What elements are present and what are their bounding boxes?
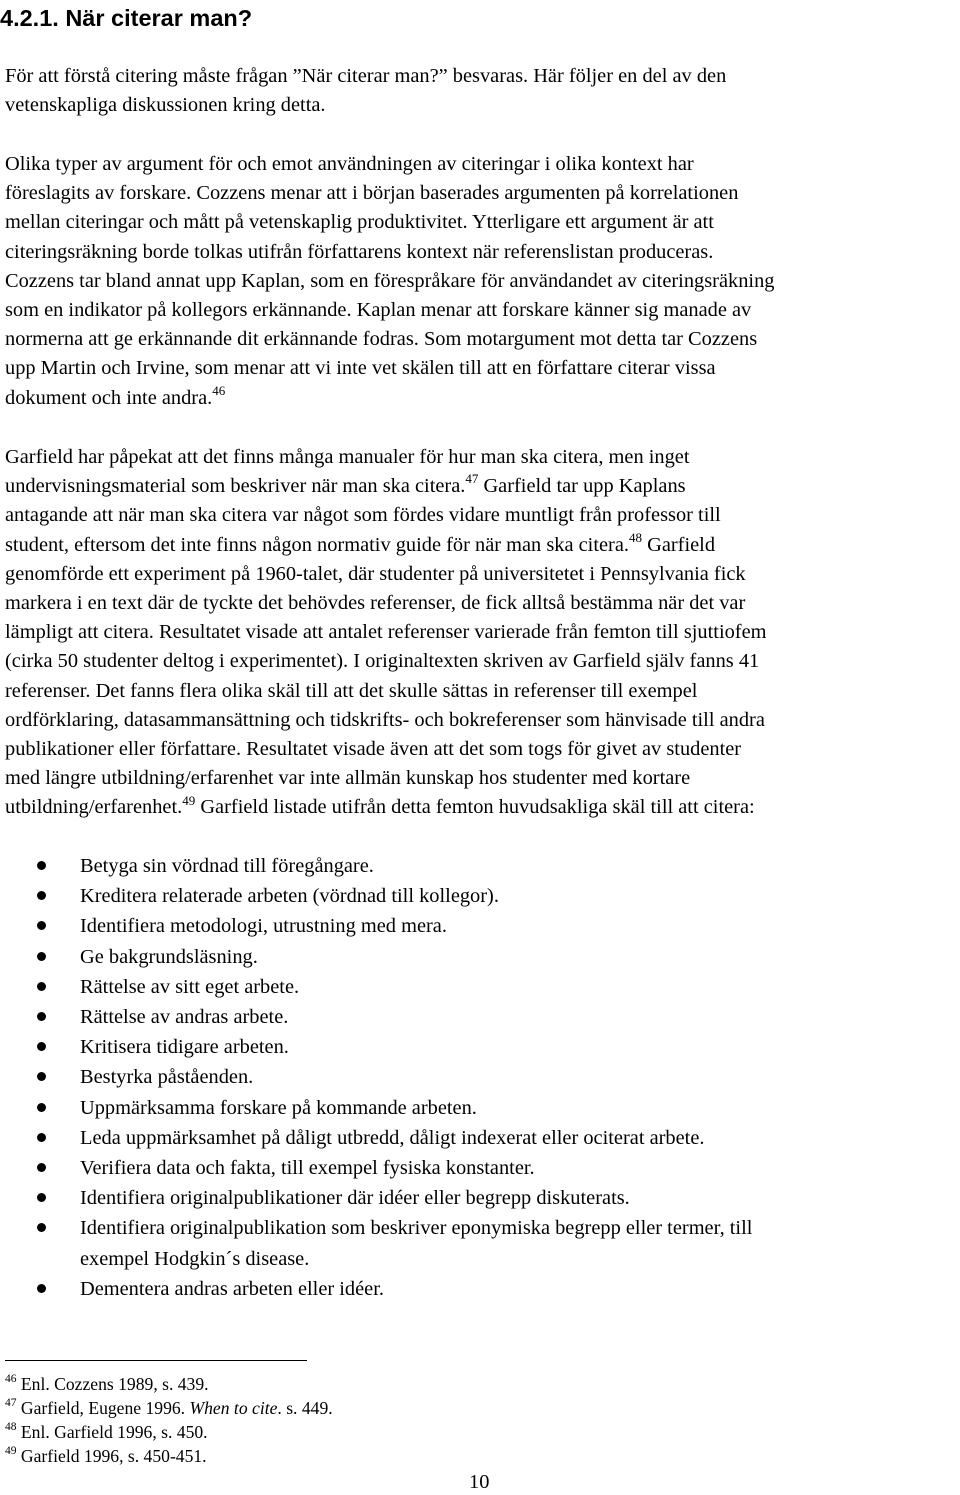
arguments-paragraph: [5, 150, 960, 413]
text-line: ordförklaring, datasammansättning och tidskrifts- och bokreferenser som hänvisade till andra: [5, 708, 765, 731]
list-item: [0, 1183, 960, 1213]
footnote-number: 47: [5, 1397, 17, 1410]
bullet-icon: [37, 1193, 46, 1202]
list-item-text: Rättelse av andras arbete.: [80, 1006, 289, 1029]
bullet-icon: [37, 1072, 46, 1081]
footnote-text-segment: Garfield, Eugene 1996.: [20, 1398, 190, 1418]
page-number: 10: [469, 1471, 490, 1493]
text-line: Olika typer av argument för och emot användningen av citeringar i olika kontext har: [5, 153, 694, 175]
footnote: [5, 1396, 333, 1420]
bullet-icon: [37, 891, 46, 900]
footnote-number: 46: [5, 1373, 17, 1386]
list-item-text: Identifiera originalpublikationer där idéer eller begrepp diskuterats.: [80, 1187, 630, 1210]
footnote-reference: 46: [212, 382, 226, 398]
footnote-text: [17, 1422, 208, 1442]
list-item-text: Dementera andras arbeten eller idéer.: [80, 1277, 384, 1300]
bullet-icon: [37, 1163, 46, 1172]
list-item-text: Uppmärksamma forskare på kommande arbeten.: [80, 1096, 477, 1119]
list-item: [0, 881, 960, 911]
list-item-text: Bestyrka påståenden.: [80, 1066, 254, 1089]
footnote-reference: 47: [465, 471, 479, 487]
list-item-text: Identifiera originalpublikation som beskriver eponymiska begrepp eller termer, till: [80, 1217, 753, 1240]
text-line: mellan citeringar och mått på vetenskaplig produktivitet. Ytterligare ett argument är att: [5, 211, 714, 234]
footnote-text-segment: . s. 449.: [277, 1398, 333, 1418]
text-line: Cozzens tar bland annat upp Kaplan, som en förespråkare för användandet av citeringsräkning: [5, 269, 775, 292]
list-item: [0, 1032, 960, 1062]
text-segment: dokument och inte andra.: [5, 386, 213, 409]
text-line: [5, 793, 960, 822]
bullet-icon: [37, 952, 46, 961]
list-item-text: Betyga sin vördnad till föregångare.: [80, 855, 374, 877]
text-line: markera i en text där de tyckte det behövdes referenser, de fick alltså bestämma när det var: [5, 592, 746, 615]
bullet-icon: [37, 1012, 46, 1021]
footnote-divider: [5, 1360, 307, 1361]
list-item: [0, 1093, 960, 1123]
list-item: [0, 1274, 960, 1304]
list-item: [0, 1002, 960, 1032]
section-heading: 4.2.1. När citerar man?: [0, 5, 253, 31]
bullet-icon: [37, 921, 46, 930]
footnote-text: [17, 1446, 207, 1466]
list-item-text: exempel Hodgkin´s disease.: [80, 1247, 310, 1270]
text-line: antagande att när man ska citera var något som fördes vidare muntligt från professor till: [5, 504, 721, 527]
footnote-text-segment: Enl. Cozzens 1989, s. 439.: [20, 1374, 209, 1394]
footnote-text: [17, 1374, 209, 1394]
text-segment: Garfield tar upp Kaplans: [478, 475, 686, 498]
bullet-icon: [37, 1042, 46, 1051]
list-item: [0, 1062, 960, 1092]
list-item: [0, 911, 960, 941]
text-line: med längre utbildning/erfarenhet var inte allmän kunskap hos studenter med kortare: [5, 767, 691, 790]
footnote-number: 49: [5, 1445, 17, 1458]
list-item-text: Kritisera tidigare arbeten.: [80, 1036, 289, 1059]
text-segment: undervisningsmaterial som beskriver när man ska citera.: [5, 475, 466, 498]
garfield-paragraph: [5, 443, 960, 823]
bullet-icon: [37, 861, 46, 870]
text-line: föreslagits av forskare. Cozzens menar att i början baserades argumenten på korrelationen: [5, 182, 739, 205]
text-line: publikationer eller författare. Resultatet visade även att det som togs för givet av studenter: [5, 738, 742, 761]
list-item: [0, 1213, 960, 1273]
intro-paragraph: [5, 62, 960, 120]
cited-work-title: When to cite: [189, 1398, 278, 1418]
list-item-text: Leda uppmärksamhet på dåligt utbredd, dåligt indexerat eller ociterat arbete.: [80, 1126, 705, 1149]
footnote-number: 48: [5, 1421, 17, 1434]
text-line: [5, 384, 960, 413]
list-item: [0, 942, 960, 972]
footnote-reference: 49: [182, 792, 196, 808]
list-item: [0, 851, 960, 881]
bullet-icon: [37, 982, 46, 991]
text-segment: Garfield: [642, 533, 716, 556]
list-item-text: Verifiera data och fakta, till exempel fysiska konstanter.: [80, 1157, 535, 1180]
text-segment: Garfield listade utifrån detta femton huvudsakliga skäl till att citera:: [195, 796, 755, 819]
text-segment: student, eftersom det inte finns någon normativ guide för när man ska citera.: [5, 533, 629, 556]
text-line: (cirka 50 studenter deltog i experimentet). I originaltexten skriven av Garfield själv fanns 41: [5, 650, 760, 673]
list-item: [0, 1153, 960, 1183]
list-item-text: Rättelse av sitt eget arbete.: [80, 975, 300, 998]
footnote: [5, 1444, 333, 1468]
footnote-reference: 48: [629, 529, 642, 545]
list-item-text: Kreditera relaterade arbeten (vördnad till kollegor).: [80, 885, 499, 908]
text-line: vetenskapliga diskussionen kring detta.: [5, 94, 326, 117]
footnote-text: [17, 1398, 333, 1418]
text-line: upp Martin och Irvine, som menar att vi inte vet skälen till att en författare citerar vissa: [5, 357, 716, 380]
list-item: [0, 1123, 960, 1153]
bullet-icon: [37, 1284, 46, 1293]
list-item-text: Identifiera metodologi, utrustning med mera.: [80, 915, 447, 938]
bullet-icon: [37, 1133, 46, 1142]
footnote: [5, 1372, 333, 1396]
text-line: [5, 531, 960, 560]
text-line: som en indikator på kollegors erkännande. Kaplan menar att forskare känner sig manade av: [5, 299, 752, 322]
list-item-text: Ge bakgrundsläsning.: [80, 945, 258, 968]
bullet-icon: [37, 1103, 46, 1112]
text-line: genomförde ett experiment på 1960-talet, där studenter på universitetet i Pennsylvania fick: [5, 562, 746, 585]
footnote-text-segment: Garfield 1996, s. 450-451.: [20, 1446, 207, 1466]
footnotes: [5, 1372, 333, 1468]
footnote: [5, 1420, 333, 1444]
citation-reasons-list: [0, 851, 960, 1304]
text-line: För att förstå citering måste frågan ”När citerar man?” besvaras. Här följer en del av den: [5, 65, 727, 87]
text-line: normerna att ge erkännande dit erkännande fodras. Som motargument mot detta tar Cozzens: [5, 328, 758, 351]
text-line: referenser. Det fanns flera olika skäl till att det skulle sättas in referenser till exempel: [5, 679, 698, 702]
text-line: citeringsräkning borde tolkas utifrån författarens kontext när referenslistan produceras.: [5, 240, 714, 263]
footnote-text-segment: Enl. Garfield 1996, s. 450.: [20, 1422, 208, 1442]
text-line: Garfield har påpekat att det finns många manualer för hur man ska citera, men inget: [5, 446, 690, 468]
text-line: lämpligt att citera. Resultatet visade att antalet referenser varierade från femton till sjuttiofem: [5, 621, 767, 644]
text-line: [5, 472, 960, 501]
text-segment: utbildning/erfarenhet.: [5, 796, 183, 819]
list-item: [0, 972, 960, 1002]
bullet-icon: [37, 1223, 46, 1232]
